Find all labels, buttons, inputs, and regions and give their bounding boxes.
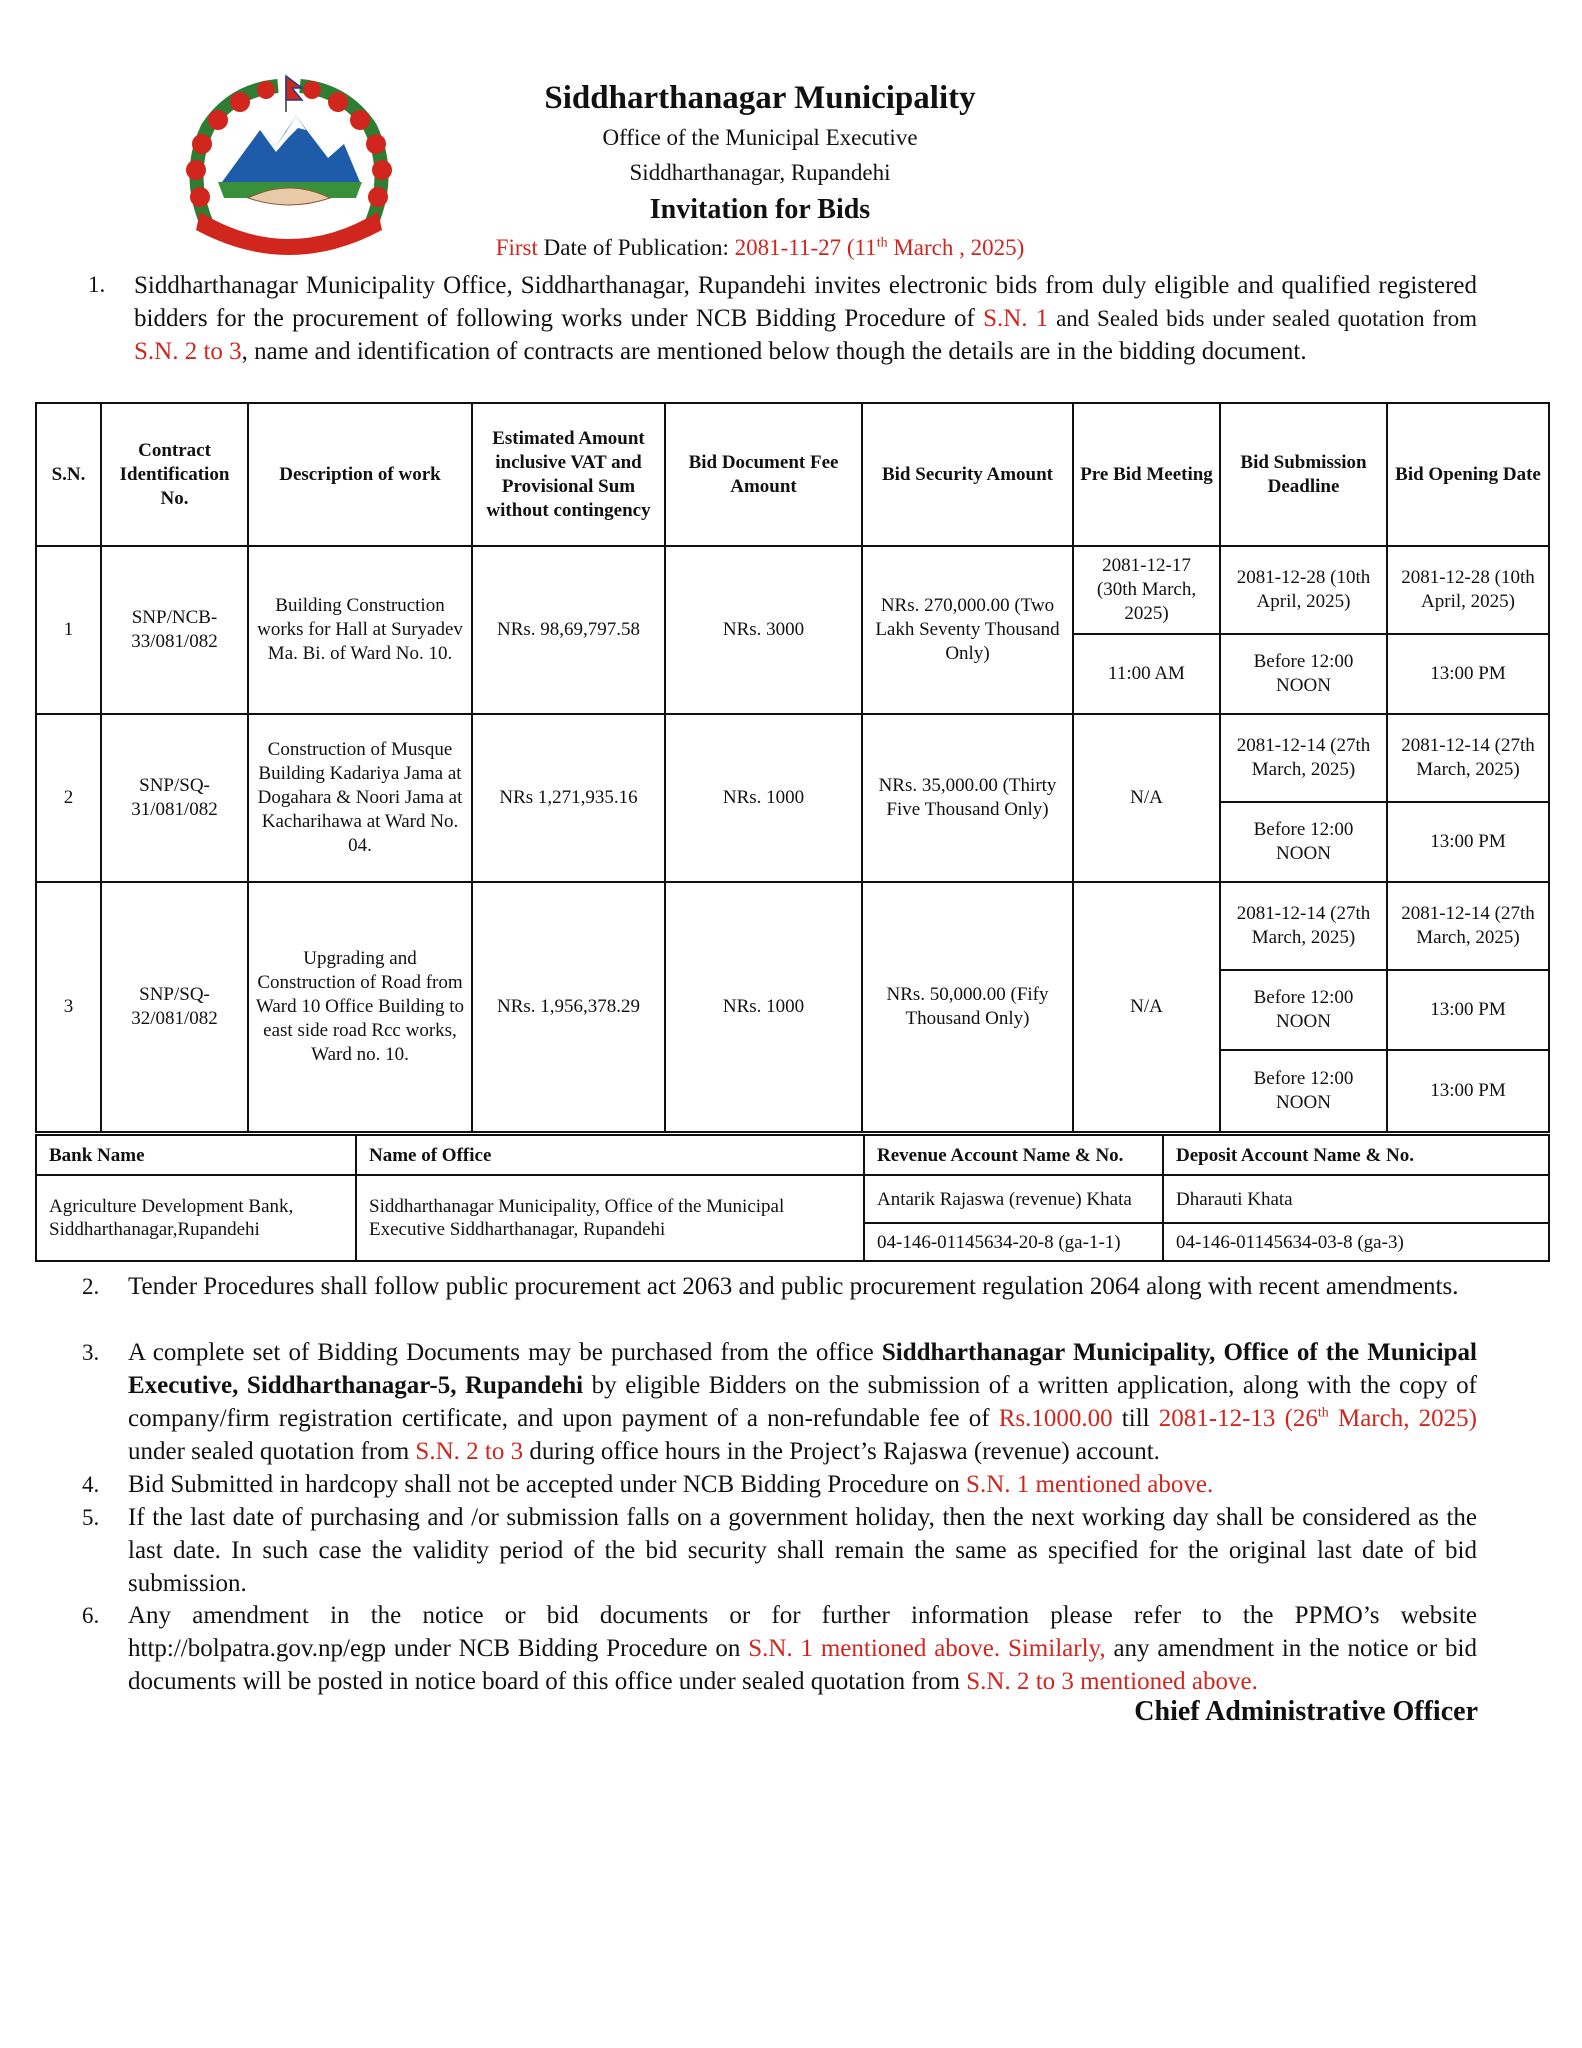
cell-doc-fee: NRs. 1000 (665, 714, 862, 882)
para-6-text-a: Any amendment in the notice or bid documents or for further information please refer to the PPMO’s website http://bolpatra.gov.np/egp under NCB Bidding Procedure on (128, 1602, 1477, 1662)
para-3-fee: Rs.1000.00 (998, 1405, 1113, 1432)
cell-submission-time: Before 12:00 NOON (1220, 802, 1387, 882)
cell-deposit-account-no: 04-146-01145634-03-8 (ga-3) (1163, 1223, 1549, 1261)
para-3-deadline-main: 2081-12-13 (26 (1158, 1405, 1318, 1432)
publication-date-line (420, 230, 1100, 266)
cell-bank-name: Agriculture Development Bank, Siddharthanagar,Rupandehi (36, 1175, 356, 1261)
para-3-text-a: A complete set of Bidding Documents may be purchased from the office (128, 1339, 882, 1366)
cell-contract-id: SNP/SQ-31/081/082 (101, 714, 248, 882)
cell-contract-id: SNP/NCB-33/081/082 (101, 546, 248, 714)
cell-opening-date: 2081-12-14 (27th March, 2025) (1387, 714, 1549, 802)
para-1-text-a: Siddharthanagar Municipality Office, Siddharthanagar, Rupandehi invites electronic bids from duly eligible and qualified registered bidders for the procurement of following works under NCB Bidding Procedure of (134, 272, 1477, 332)
bank-table-header-row (36, 1135, 1549, 1175)
cell-opening-time: 13:00 PM (1387, 1050, 1549, 1132)
signature-title: Chief Administrative Officer (1134, 1696, 1478, 1727)
para-1 (134, 269, 1477, 368)
col-header-submission-deadline: Bid Submission Deadline (1220, 403, 1387, 546)
cell-opening-date: 2081-12-28 (10th April, 2025) (1387, 546, 1549, 634)
col-header-contract-id: Contract Identification No. (101, 403, 248, 546)
cell-doc-fee: NRs. 3000 (665, 546, 862, 714)
publication-date (735, 235, 1025, 260)
cell-opening-date: 2081-12-14 (27th March, 2025) (1387, 882, 1549, 970)
col-header-doc-fee: Bid Document Fee Amount (665, 403, 862, 546)
publication-date-sup: th (876, 235, 888, 251)
para-3-text-d: under sealed quotation from (128, 1438, 416, 1465)
emblem-ribbon (196, 212, 382, 255)
para-3-number: 3. (82, 1340, 100, 1365)
notice-header (420, 76, 1100, 266)
para-3-deadline (1159, 1405, 1477, 1432)
para-2: Tender Procedures shall follow public procurement act 2063 and public procurement regulation 2064 along with recent amendments. (128, 1273, 1459, 1300)
col-header-deposit-account: Deposit Account Name & No. (1163, 1135, 1549, 1175)
nepal-emblem-logo (178, 72, 400, 256)
para-6-ref-sn1: S.N. 1 mentioned above. Similarly, (748, 1635, 1106, 1662)
bids-table (35, 402, 1550, 1133)
para-3-text-b: by eligible Bidders on the submission of a written application, along with the copy of company/firm registration certificate, and upon payment of a non-refundable fee of (128, 1372, 1477, 1432)
para-4 (128, 1468, 1477, 1501)
bids-table-header-row (36, 403, 1549, 546)
table-row (36, 714, 1549, 802)
para-5: If the last date of purchasing and /or submission falls on a government holiday, then the next working day shall be considered as the last date. In such case the validity period of the bid security shall remain the same as specified for the original last date of bid submission. (128, 1504, 1477, 1597)
table-row (36, 882, 1549, 970)
publication-date-tail: March , 2025) (887, 235, 1025, 260)
para-3-text-c: till (1112, 1405, 1159, 1432)
para-1-ref-sn1: S.N. 1 (983, 305, 1049, 332)
cell-office-name: Siddharthanagar Municipality, Office of the Municipal Executive Siddharthanagar, Rupandehi (356, 1175, 864, 1261)
cell-submission-date: 2081-12-28 (10th April, 2025) (1220, 546, 1387, 634)
col-header-bank-name: Bank Name (36, 1135, 356, 1175)
para-3-office-bold: Siddharthanagar Municipality, Office of the Municipal Executive, Siddharthanagar-5, Rupandehi (128, 1339, 1477, 1399)
publication-date-main: 2081-11-27 (11 (734, 235, 877, 260)
para-5-number: 5. (82, 1505, 100, 1530)
cell-sn: 1 (36, 546, 101, 714)
cell-opening-time: 13:00 PM (1387, 634, 1549, 714)
para-1-number: 1. (88, 272, 106, 297)
cell-contract-id: SNP/SQ-32/081/082 (101, 882, 248, 1132)
para-3-text-e: during office hours in the Project’s Rajaswa (revenue) account. (523, 1438, 1160, 1465)
cell-submission-date: 2081-12-14 (27th March, 2025) (1220, 714, 1387, 802)
cell-deposit-account-name: Dharauti Khata (1163, 1175, 1549, 1223)
cell-description: Building Construction works for Hall at Suryadev Ma. Bi. of Ward No. 10. (248, 546, 472, 714)
cell-description: Construction of Musque Building Kadariya Jama at Dogahara & Noori Jama at Kacharihawa at Ward No. 04. (248, 714, 472, 882)
col-header-bid-security: Bid Security Amount (862, 403, 1073, 546)
cell-revenue-account-no: 04-146-01145634-20-8 (ga-1-1) (864, 1223, 1163, 1261)
para-6-text-b: any amendment in the notice or bid documents will be posted in notice board of this office under sealed quotation from (128, 1635, 1477, 1695)
cell-sn: 2 (36, 714, 101, 882)
para-4-ref-sn1: S.N. 1 mentioned above. (966, 1471, 1214, 1498)
cell-bid-security: NRs. 50,000.00 (Fify Thousand Only) (862, 882, 1073, 1132)
cell-estimated-amount: NRs. 98,69,797.58 (472, 546, 665, 714)
para-1-text-c: , name and identification of contracts are mentioned below though the details are in the bidding document. (241, 338, 1307, 365)
col-header-office-name: Name of Office (356, 1135, 864, 1175)
para-1-ref-sn2-3: S.N. 2 to 3 (134, 338, 242, 365)
cell-pre-bid-date: 2081-12-17 (30th March, 2025) (1073, 546, 1220, 634)
para-1-text-b: and Sealed bids under sealed quotation from (1048, 306, 1477, 331)
para-6-ref-sn2-3: S.N. 2 to 3 mentioned above. (966, 1668, 1258, 1695)
para-3-ref-sn2-3: S.N. 2 to 3 (415, 1438, 524, 1465)
municipality-name: Siddharthanagar Municipality (544, 80, 976, 116)
cell-bid-security: NRs. 35,000.00 (Thirty Five Thousand Only) (862, 714, 1073, 882)
cell-estimated-amount: NRs. 1,956,378.29 (472, 882, 665, 1132)
table-row (36, 1175, 1549, 1223)
cell-opening-time: 13:00 PM (1387, 970, 1549, 1050)
notice-title: Invitation for Bids (649, 194, 871, 225)
cell-estimated-amount: NRs 1,271,935.16 (472, 714, 665, 882)
col-header-revenue-account: Revenue Account Name & No. (864, 1135, 1163, 1175)
para-3-deadline-tail: March, 2025) (1328, 1405, 1477, 1432)
cell-bid-security: NRs. 270,000.00 (Two Lakh Seventy Thousand Only) (862, 546, 1073, 714)
para-3 (128, 1336, 1477, 1468)
col-header-pre-bid: Pre Bid Meeting (1073, 403, 1220, 546)
para-6-number: 6. (82, 1603, 100, 1628)
col-header-description: Description of work (248, 403, 472, 546)
col-header-sn: S.N. (36, 403, 101, 546)
col-header-estimated-amount: Estimated Amount inclusive VAT and Provisional Sum without contingency (472, 403, 665, 546)
para-2-number: 2. (82, 1274, 100, 1299)
office-name: Office of the Municipal Executive (602, 125, 918, 150)
cell-pre-bid: N/A (1073, 714, 1220, 882)
cell-submission-time: Before 12:00 NOON (1220, 1050, 1387, 1132)
cell-doc-fee: NRs. 1000 (665, 882, 862, 1132)
para-6 (128, 1599, 1477, 1698)
cell-sn: 3 (36, 882, 101, 1132)
publication-first: First (495, 235, 538, 260)
cell-submission-time: Before 12:00 NOON (1220, 634, 1387, 714)
para-4-text: Bid Submitted in hardcopy shall not be accepted under NCB Bidding Procedure on (128, 1471, 967, 1498)
cell-submission-date: 2081-12-14 (27th March, 2025) (1220, 882, 1387, 970)
office-address: Siddharthanagar, Rupandehi (629, 160, 891, 185)
bank-account-table (35, 1134, 1550, 1262)
cell-pre-bid: N/A (1073, 882, 1220, 1132)
cell-pre-bid-time: 11:00 AM (1073, 634, 1220, 714)
table-row (36, 546, 1549, 634)
cell-opening-time: 13:00 PM (1387, 802, 1549, 882)
para-3-deadline-sup: th (1317, 1405, 1329, 1421)
cell-submission-time: Before 12:00 NOON (1220, 970, 1387, 1050)
col-header-opening-date: Bid Opening Date (1387, 403, 1549, 546)
emblem-flag (286, 76, 302, 112)
cell-description: Upgrading and Construction of Road from Ward 10 Office Building to east side road Rcc works, Ward no. 10. (248, 882, 472, 1132)
publication-label: Date of Publication: (537, 235, 735, 260)
para-4-number: 4. (82, 1472, 100, 1497)
cell-revenue-account-name: Antarik Rajaswa (revenue) Khata (864, 1175, 1163, 1223)
emblem-mountain (218, 116, 362, 205)
